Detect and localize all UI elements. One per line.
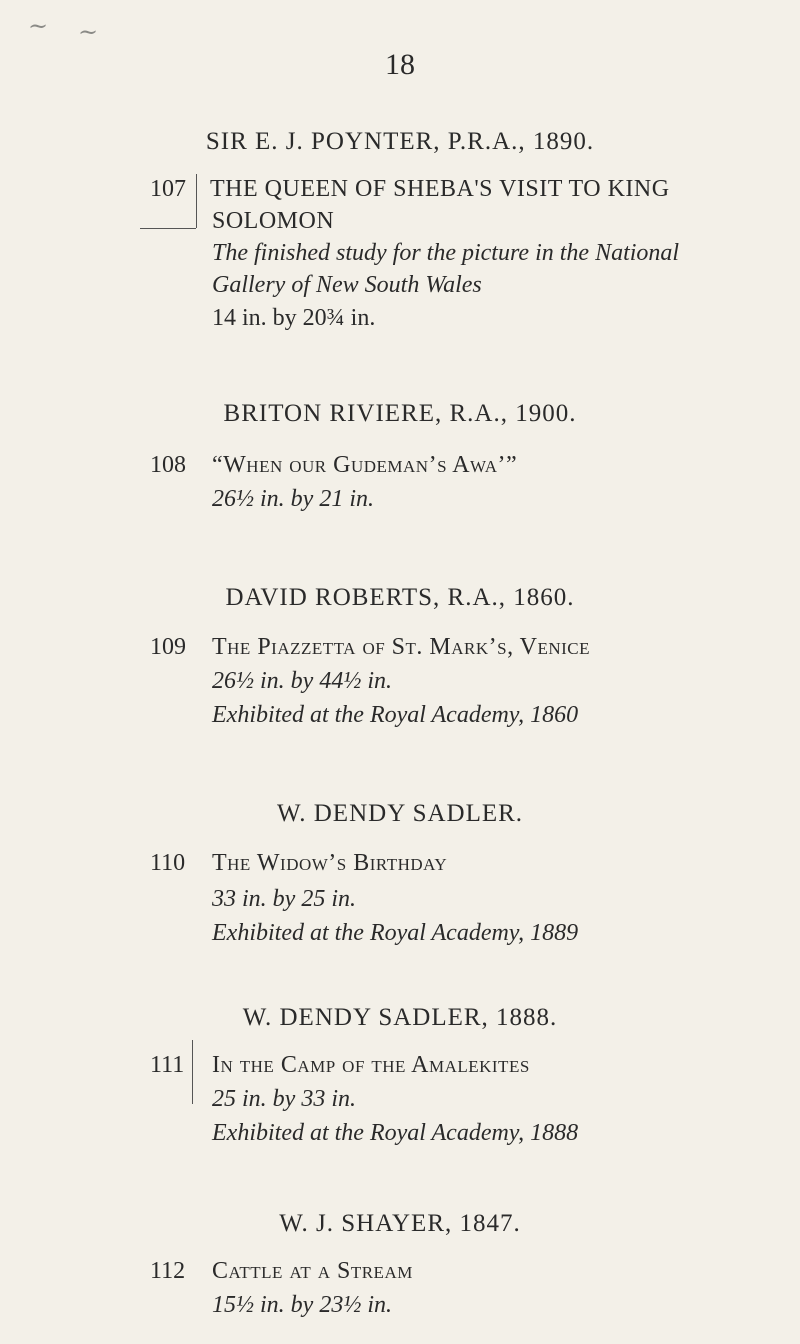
artist-heading: SIR E. J. POYNTER, P.R.A., 1890. <box>205 128 595 155</box>
lot-bracket <box>192 1040 193 1104</box>
lot-title: THE QUEEN OF SHEBA'S VISIT TO KING <box>210 176 670 202</box>
lot-size: 14 in. by 20¾ in. <box>212 305 376 331</box>
lot-bracket <box>140 228 196 229</box>
margin-pencil-note: ~ <box>78 18 99 46</box>
margin-pencil-note: ~ <box>28 12 49 40</box>
lot-size: 15½ in. by 23½ in. <box>212 1292 392 1318</box>
lot-title: The Widow’s Birthday <box>212 850 448 876</box>
lot-size: 33 in. by 25 in. <box>212 886 356 912</box>
lot-title: Cattle at a Stream <box>212 1258 413 1284</box>
artist-heading: BRITON RIVIERE, R.A., 1900. <box>223 400 577 427</box>
lot-exhibited: Exhibited at the Royal Academy, 1860 <box>212 702 579 728</box>
lot-size: 25 in. by 33 in. <box>212 1086 356 1112</box>
lot-number: 111 <box>150 1052 185 1078</box>
lot-number: 109 <box>150 634 186 660</box>
lot-title: The Piazzetta of St. Mark’s, Venice <box>212 634 591 660</box>
lot-number: 107 <box>150 176 186 202</box>
lot-detail: The finished study for the picture in the National <box>212 240 680 266</box>
lot-number: 112 <box>150 1258 186 1284</box>
lot-size: 26½ in. by 44½ in. <box>212 668 392 694</box>
lot-number: 108 <box>150 452 186 478</box>
artist-heading: W. DENDY SADLER, 1888. <box>242 1004 558 1031</box>
lot-exhibited: Exhibited at the Royal Academy, 1888 <box>212 1120 579 1146</box>
lot-detail: Gallery of New South Wales <box>212 272 482 298</box>
artist-heading: W. J. SHAYER, 1847. <box>279 1210 521 1237</box>
lot-bracket <box>196 174 197 228</box>
page-number: 18 <box>385 48 415 81</box>
artist-heading: DAVID ROBERTS, R.A., 1860. <box>225 584 575 611</box>
lot-title: In the Camp of the Amalekites <box>212 1052 530 1078</box>
lot-title: “When our Gudeman’s Awa’” <box>212 452 518 478</box>
lot-number: 110 <box>150 850 186 876</box>
lot-size: 26½ in. by 21 in. <box>212 486 374 512</box>
artist-heading: W. DENDY SADLER. <box>276 800 524 827</box>
lot-exhibited: Exhibited at the Royal Academy, 1889 <box>212 920 579 946</box>
lot-title: SOLOMON <box>212 208 335 234</box>
